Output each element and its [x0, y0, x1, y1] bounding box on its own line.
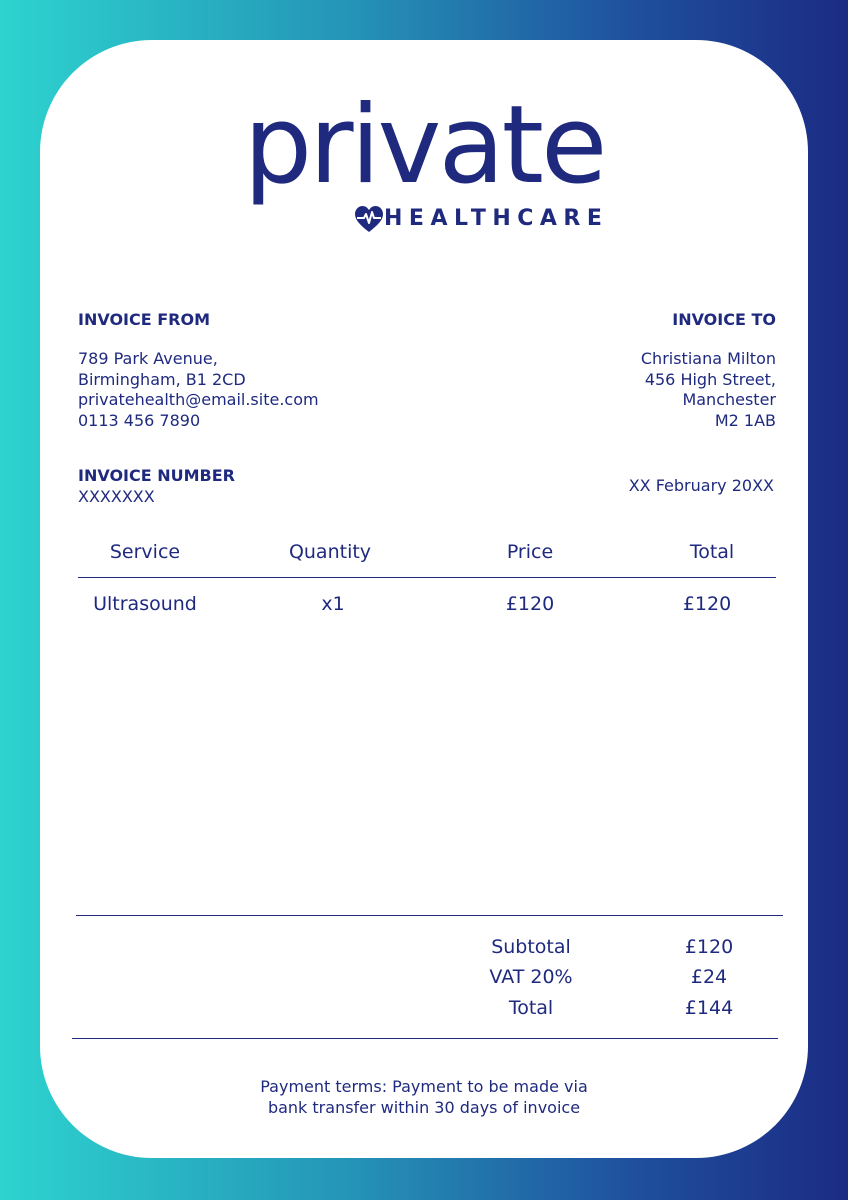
vat-value: £24: [690, 966, 728, 988]
brand-name: private: [243, 83, 605, 208]
payment-terms: [124, 1076, 724, 1118]
brand-tagline: HEALTHCARE: [384, 206, 609, 231]
vat-label: VAT 20%: [489, 966, 573, 988]
from-email: privatehealth@email.site.com: [78, 390, 319, 409]
summary-bottom-divider: [72, 1038, 778, 1039]
col-header-quantity: Quantity: [288, 541, 372, 563]
to-line: Christiana Milton: [640, 349, 776, 368]
to-line: M2 1AB: [714, 410, 776, 430]
col-header-total: Total: [689, 541, 735, 563]
invoice-to-address: [500, 349, 776, 431]
invoice-date: XX February 20XX: [628, 476, 774, 495]
col-header-price: Price: [506, 541, 554, 563]
row-price: £120: [505, 593, 555, 615]
invoice-number-value: XXXXXXX: [78, 487, 155, 506]
payment-terms-line: Payment terms: Payment to be made via: [260, 1077, 588, 1096]
invoice-from-address: [78, 349, 319, 431]
invoice-from-label: INVOICE FROM: [78, 310, 211, 329]
invoice-to-label: INVOICE TO: [672, 310, 776, 329]
row-quantity: x1: [321, 593, 345, 615]
from-phone: 0113 456 7890: [78, 410, 201, 430]
total-value: £144: [684, 997, 734, 1019]
row-total: £120: [682, 593, 732, 615]
subtotal-value: £120: [684, 936, 734, 958]
row-service: Ultrasound: [93, 593, 197, 615]
heart-pulse-icon: [354, 205, 384, 233]
to-line: 456 High Street,: [644, 369, 776, 389]
subtotal-label: Subtotal: [491, 936, 571, 958]
brand-logo: [0, 0, 848, 260]
col-header-service: Service: [109, 541, 181, 563]
total-label: Total: [508, 997, 554, 1019]
payment-terms-line: bank transfer within 30 days of invoice: [267, 1098, 581, 1117]
table-header-divider: [78, 577, 776, 578]
from-line: 789 Park Avenue,: [78, 349, 218, 368]
invoice-number-label: INVOICE NUMBER: [78, 466, 235, 485]
from-line: Birmingham, B1 2CD: [78, 369, 246, 389]
summary-top-divider: [76, 915, 783, 916]
to-line: Manchester: [682, 390, 776, 409]
